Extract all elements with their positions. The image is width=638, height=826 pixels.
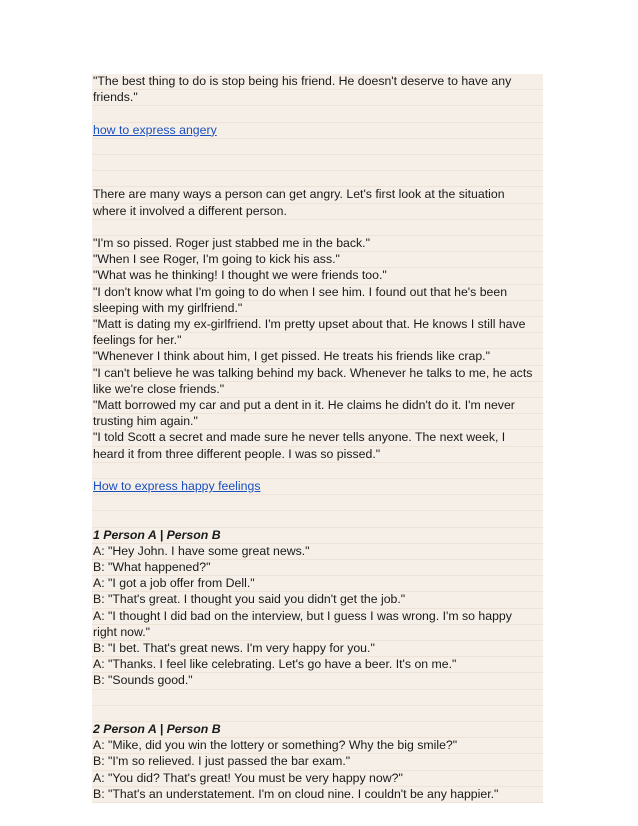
spacer bbox=[92, 171, 543, 187]
spacer bbox=[92, 495, 543, 511]
spacer bbox=[92, 511, 543, 527]
dialog-2-line: B: "I'm so relieved. I just passed the bar exam." bbox=[92, 754, 543, 770]
dialog-2-line: A: "You did? That's great! You must be very happy now?" bbox=[92, 771, 543, 787]
dialog-2-heading: 2 Person A | Person B bbox=[92, 722, 543, 738]
intro-quote-line: friends." bbox=[92, 90, 543, 106]
spacer bbox=[92, 463, 543, 479]
angry-quote-line: "I can't believe he was talking behind my back. Whenever he talks to me, he acts bbox=[92, 366, 543, 382]
dialog-1-line: B: "What happened?" bbox=[92, 560, 543, 576]
document-content bbox=[92, 74, 543, 803]
spacer bbox=[92, 139, 543, 155]
angry-quote-line: heard it from three different people. I was so pissed." bbox=[92, 447, 543, 463]
dialog-1-line: A: "Thanks. I feel like celebrating. Let's go have a beer. It's on me." bbox=[92, 657, 543, 673]
how-to-express-angry-link[interactable]: how to express angery bbox=[93, 122, 217, 137]
dialog-1-line: A: "Hey John. I have some great news." bbox=[92, 544, 543, 560]
dialog-2-line: A: "Mike, did you win the lottery or something? Why the big smile?" bbox=[92, 738, 543, 754]
angry-link-line bbox=[92, 123, 543, 139]
angry-quote-line: sleeping with my girlfriend." bbox=[92, 301, 543, 317]
dialog-1-line: B: "I bet. That's great news. I'm very happy for you." bbox=[92, 641, 543, 657]
angry-quote-line: like we're close friends." bbox=[92, 382, 543, 398]
dialog-1-line: A: "I got a job offer from Dell." bbox=[92, 576, 543, 592]
angry-quote-line: "When I see Roger, I'm going to kick his ass." bbox=[92, 252, 543, 268]
spacer bbox=[92, 106, 543, 122]
angry-quote-line: trusting him again." bbox=[92, 414, 543, 430]
dialog-2-line: B: "That's an understatement. I'm on cloud nine. I couldn't be any happier." bbox=[92, 787, 543, 803]
dialog-1-line: right now." bbox=[92, 625, 543, 641]
happy-link-line bbox=[92, 479, 543, 495]
dialog-1-heading: 1 Person A | Person B bbox=[92, 528, 543, 544]
spacer bbox=[92, 706, 543, 722]
intro-quote-line: "The best thing to do is stop being his friend. He doesn't deserve to have any bbox=[92, 74, 543, 90]
how-to-express-happy-feelings-link[interactable]: How to express happy feelings bbox=[93, 478, 261, 493]
angry-quote-line: "Whenever I think about him, I get pissed. He treats his friends like crap." bbox=[92, 349, 543, 365]
angry-quote-line: "Matt is dating my ex-girlfriend. I'm pretty upset about that. He knows I still have bbox=[92, 317, 543, 333]
spacer bbox=[92, 155, 543, 171]
angry-quote-line: "What was he thinking! I thought we were friends too." bbox=[92, 268, 543, 284]
spacer bbox=[92, 690, 543, 706]
angry-quote-line: "Matt borrowed my car and put a dent in it. He claims he didn't do it. I'm never bbox=[92, 398, 543, 414]
angry-quote-line: feelings for her." bbox=[92, 333, 543, 349]
angry-quote-line: "I don't know what I'm going to do when I see him. I found out that he's been bbox=[92, 285, 543, 301]
spacer bbox=[92, 220, 543, 236]
dialog-1-line: A: "I thought I did bad on the interview, but I guess I was wrong. I'm so happy bbox=[92, 609, 543, 625]
angry-intro-line: There are many ways a person can get angry. Let's first look at the situation bbox=[92, 187, 543, 203]
angry-intro-line: where it involved a different person. bbox=[92, 204, 543, 220]
dialog-1-line: B: "That's great. I thought you said you didn't get the job." bbox=[92, 592, 543, 608]
dialog-1-line: B: "Sounds good." bbox=[92, 673, 543, 689]
angry-quote-line: "I'm so pissed. Roger just stabbed me in the back." bbox=[92, 236, 543, 252]
angry-quote-line: "I told Scott a secret and made sure he never tells anyone. The next week, I bbox=[92, 430, 543, 446]
